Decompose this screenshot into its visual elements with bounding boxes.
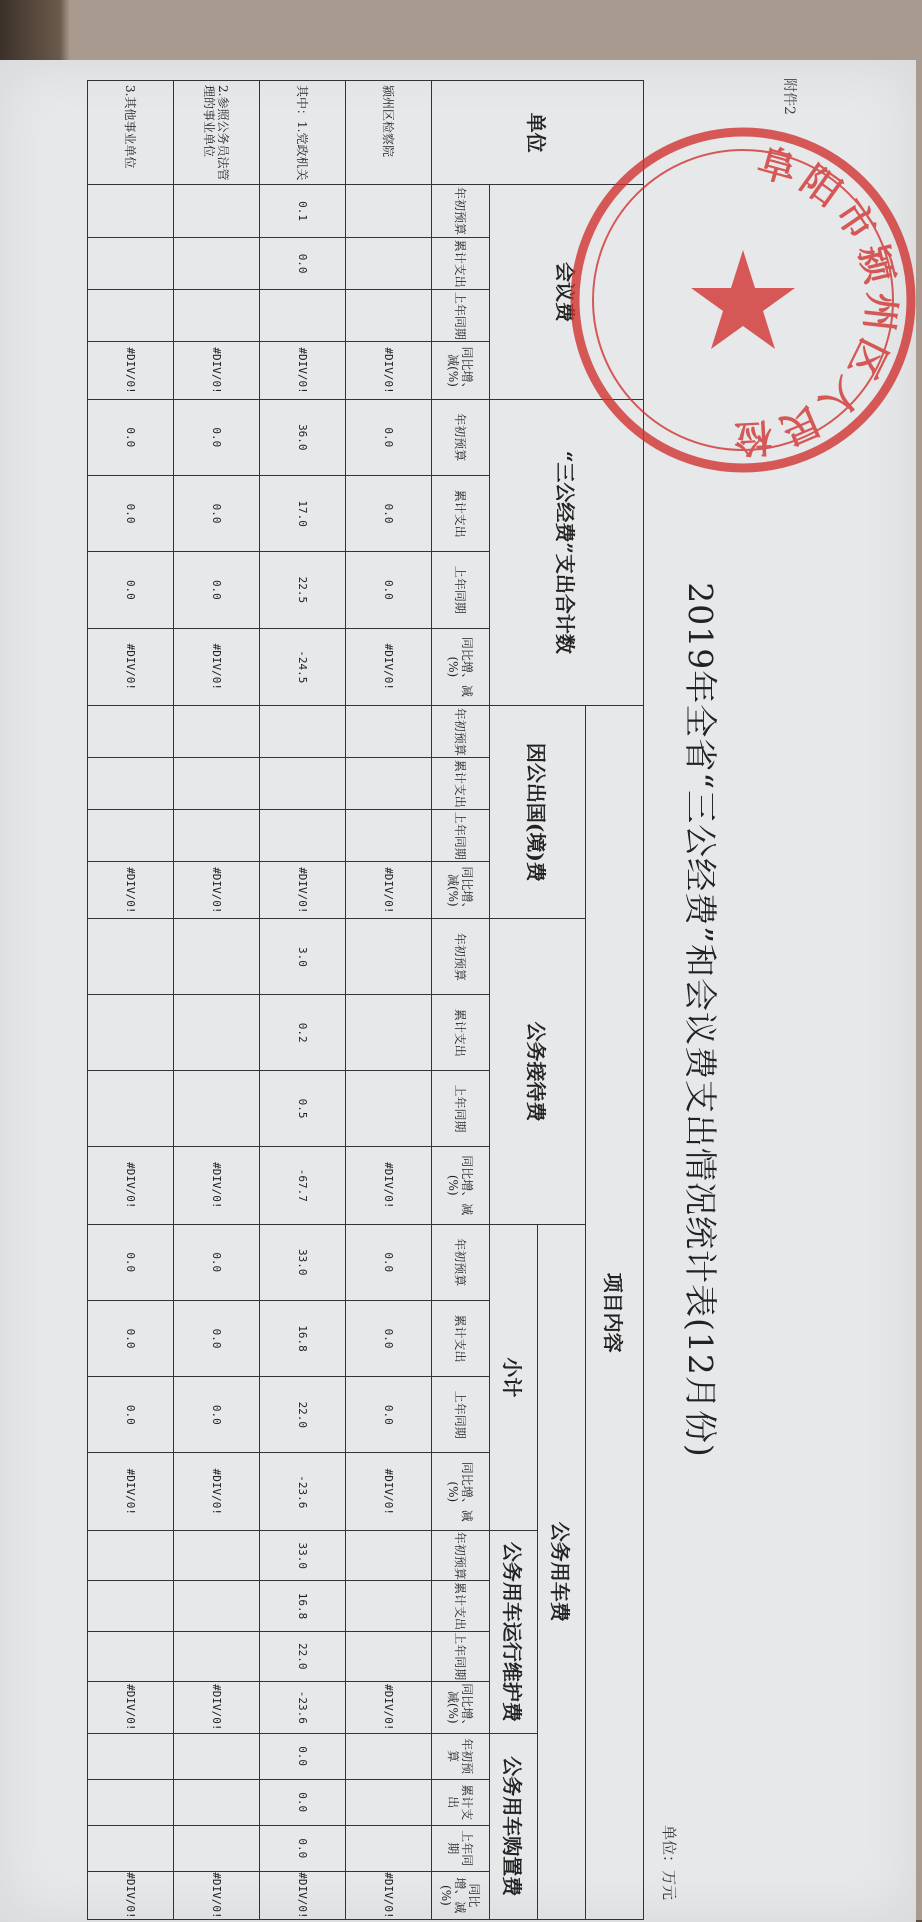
unit-label: 单位：万元 — [660, 1825, 678, 1901]
table-cell: 0.0 — [346, 399, 432, 475]
table-cell — [174, 810, 260, 862]
table-cell: 0.0 — [260, 237, 346, 290]
table-cell: 0.0 — [88, 1300, 174, 1376]
table-cell: 33.0 — [260, 1224, 346, 1300]
table-cell — [346, 1531, 432, 1581]
metric-header-cell: 年初预算 — [432, 1224, 490, 1300]
metric-header-cell: 累计支出 — [432, 1581, 490, 1631]
table-cell — [174, 1531, 260, 1581]
vehicle-fee-header: 公务用车费 — [538, 1224, 586, 1919]
table-cell: #DIV/0! — [174, 628, 260, 706]
table-cell: 0.5 — [260, 1071, 346, 1147]
table-cell: #DIV/0! — [260, 342, 346, 399]
metric-header-row — [432, 81, 490, 1920]
table-cell: #DIV/0! — [88, 862, 174, 919]
table-cell: 17.0 — [260, 475, 346, 551]
table-cell — [88, 1581, 174, 1631]
table-cell: #DIV/0! — [174, 342, 260, 399]
statistics-table — [87, 80, 644, 1920]
vehicle-operation-header: 公务用车运行维护费 — [490, 1531, 538, 1733]
table-cell: -67.7 — [260, 1146, 346, 1224]
metric-header-cell: 累计支出 — [432, 475, 490, 551]
table-cell: #DIV/0! — [346, 628, 432, 706]
table-cell: 3.0 — [260, 919, 346, 995]
table-cell: 0.0 — [174, 1224, 260, 1300]
table-cell — [88, 1825, 174, 1871]
table-cell: 0.0 — [88, 399, 174, 475]
unit-column-header: 单位 — [432, 81, 644, 185]
table-cell: -24.5 — [260, 628, 346, 706]
table-cell — [346, 706, 432, 758]
table-cell — [260, 706, 346, 758]
metric-header-cell: 上年同期 — [432, 1377, 490, 1453]
table-cell — [174, 995, 260, 1071]
table-cell: 0.0 — [346, 475, 432, 551]
seal-text-path: 阜阳市颍州区人民检 — [727, 138, 906, 462]
table-cell — [346, 1779, 432, 1825]
metric-header-cell: 年初预算 — [432, 706, 490, 758]
table-cell — [88, 1531, 174, 1581]
table-cell — [174, 1631, 260, 1681]
table-row — [174, 81, 260, 1920]
table-cell: 0.0 — [174, 1300, 260, 1376]
metric-header-cell: 累计支出 — [432, 758, 490, 810]
row-label: 颍州区检察院 — [346, 81, 432, 185]
table-cell: #DIV/0! — [88, 1681, 174, 1733]
table-cell — [260, 810, 346, 862]
table-cell — [346, 290, 432, 342]
table-cell: #DIV/0! — [174, 1681, 260, 1733]
table-cell: #DIV/0! — [346, 342, 432, 399]
rotated-document — [12, 60, 912, 1920]
table-cell — [88, 1779, 174, 1825]
table-cell — [346, 995, 432, 1071]
table-cell: 0.0 — [260, 1779, 346, 1825]
table-cell: 0.0 — [260, 1733, 346, 1779]
reception-fee-header: 公务接待费 — [490, 919, 586, 1224]
metric-header-cell: 累计支出 — [432, 237, 490, 290]
table-cell: 22.5 — [260, 552, 346, 628]
table-row — [260, 81, 346, 1920]
table-cell: 16.8 — [260, 1581, 346, 1631]
table-cell — [88, 185, 174, 238]
table-cell: 0.0 — [174, 475, 260, 551]
table-cell — [174, 1581, 260, 1631]
table-cell: 0.0 — [174, 399, 260, 475]
table-cell: #DIV/0! — [88, 1146, 174, 1224]
table-cell: 0.0 — [174, 552, 260, 628]
metric-header-cell: 累计支出 — [432, 995, 490, 1071]
table-cell — [88, 758, 174, 810]
table-cell — [88, 1631, 174, 1681]
row-label: 其中：1.党政机关 — [260, 81, 346, 185]
row-label: 3.其他事业单位 — [88, 81, 174, 185]
table-cell: -23.6 — [260, 1681, 346, 1733]
table-cell — [174, 1071, 260, 1147]
table-cell: #DIV/0! — [346, 862, 432, 919]
metric-header-cell: 同比增、减(%) — [432, 1871, 490, 1919]
table-cell: 0.2 — [260, 995, 346, 1071]
overseas-fee-header: 因公出国(境)费 — [490, 706, 586, 919]
table-cell — [260, 290, 346, 342]
metric-header-cell: 上年同期 — [432, 1631, 490, 1681]
three-public-total-header: “三公经费”支出合计数 — [490, 399, 644, 706]
table-cell: 0.0 — [88, 1377, 174, 1453]
table-cell: #DIV/0! — [88, 342, 174, 399]
table-cell: #DIV/0! — [346, 1453, 432, 1531]
table-cell: 0.0 — [88, 1224, 174, 1300]
table-cell — [88, 919, 174, 995]
table-cell — [346, 1825, 432, 1871]
table-cell: -23.6 — [260, 1453, 346, 1531]
table-cell: #DIV/0! — [88, 628, 174, 706]
metric-header-cell: 同比增、减(%) — [432, 862, 490, 919]
metric-header-cell: 上年同期 — [432, 1825, 490, 1871]
row-label: 2.参照公务员法管理的事业单位 — [174, 81, 260, 185]
metric-header-cell: 同比增、减(%) — [432, 1146, 490, 1224]
metric-header-cell: 累计支出 — [432, 1779, 490, 1825]
table-cell — [88, 237, 174, 290]
table-cell: #DIV/0! — [260, 862, 346, 919]
table-cell — [174, 919, 260, 995]
table-cell: #DIV/0! — [88, 1453, 174, 1531]
table-cell — [174, 1825, 260, 1871]
attachment-label: 附件2 — [781, 78, 797, 115]
table-cell — [346, 185, 432, 238]
metric-header-cell: 年初预算 — [432, 399, 490, 475]
table-cell — [174, 1779, 260, 1825]
table-cell: 0.0 — [88, 475, 174, 551]
table-cell: 0.0 — [88, 552, 174, 628]
table-cell: 0.0 — [346, 1377, 432, 1453]
table-cell: #DIV/0! — [174, 862, 260, 919]
metric-header-cell: 同比增、减(%) — [432, 1453, 490, 1531]
metric-header-cell: 上年同期 — [432, 810, 490, 862]
table-cell — [346, 1733, 432, 1779]
table-cell: #DIV/0! — [346, 1146, 432, 1224]
metric-header-cell: 年初预算 — [432, 919, 490, 995]
document-title: 2019年全省“三公经费”和会议费支出情况统计表(12月份) — [681, 582, 720, 1458]
table-cell — [88, 995, 174, 1071]
table-cell — [174, 237, 260, 290]
table-cell — [174, 1733, 260, 1779]
table-cell — [174, 706, 260, 758]
metric-header-cell: 累计支出 — [432, 1300, 490, 1376]
metric-header-cell: 上年同期 — [432, 1071, 490, 1147]
metric-header-cell: 年初预算 — [432, 1531, 490, 1581]
vehicle-purchase-header: 公务用车购置费 — [490, 1733, 538, 1919]
table-cell — [346, 1071, 432, 1147]
table-cell — [260, 758, 346, 810]
metric-header-cell: 上年同期 — [432, 290, 490, 342]
table-cell — [346, 1631, 432, 1681]
table-row — [346, 81, 432, 1920]
metric-header-cell: 上年同期 — [432, 552, 490, 628]
subtotal-header: 小计 — [490, 1224, 538, 1531]
table-cell: #DIV/0! — [346, 1681, 432, 1733]
table-cell — [88, 1071, 174, 1147]
table-row — [88, 81, 174, 1920]
table-cell: 33.0 — [260, 1531, 346, 1581]
table-cell: 0.0 — [346, 552, 432, 628]
table-cell: #DIV/0! — [88, 1871, 174, 1919]
table-cell: #DIV/0! — [260, 1871, 346, 1919]
table-cell: 36.0 — [260, 399, 346, 475]
project-content-header: 项目内容 — [586, 706, 644, 1920]
table-cell — [346, 810, 432, 862]
table-body — [88, 81, 432, 1920]
table-cell: 0.0 — [174, 1377, 260, 1453]
table-cell: 22.0 — [260, 1631, 346, 1681]
metric-header-cell: 同比增、减(%) — [432, 342, 490, 399]
table-cell: 22.0 — [260, 1377, 346, 1453]
table-cell: 16.8 — [260, 1300, 346, 1376]
table-cell: #DIV/0! — [174, 1453, 260, 1531]
table-cell — [88, 1733, 174, 1779]
table-cell: 0.1 — [260, 185, 346, 238]
table-cell — [88, 290, 174, 342]
statistics-table-wrapper — [87, 80, 644, 1920]
table-cell — [174, 185, 260, 238]
table-cell — [346, 758, 432, 810]
table-cell — [174, 290, 260, 342]
metric-header-cell: 同比增、减(%) — [432, 1681, 490, 1733]
table-cell: 0.0 — [260, 1825, 346, 1871]
table-cell: #DIV/0! — [174, 1871, 260, 1919]
table-cell: 0.0 — [346, 1300, 432, 1376]
table-cell — [174, 758, 260, 810]
table-cell — [88, 810, 174, 862]
table-cell — [88, 706, 174, 758]
metric-header-cell: 年初预算 — [432, 1733, 490, 1779]
table-cell: #DIV/0! — [174, 1146, 260, 1224]
meeting-fee-header: 会议费 — [490, 185, 644, 399]
metric-header-cell: 同比增、减(%) — [432, 628, 490, 706]
metric-header-cell: 年初预算 — [432, 185, 490, 238]
table-cell — [346, 237, 432, 290]
table-cell — [346, 1581, 432, 1631]
table-cell — [346, 919, 432, 995]
table-cell: 0.0 — [346, 1224, 432, 1300]
table-cell: #DIV/0! — [346, 1871, 432, 1919]
